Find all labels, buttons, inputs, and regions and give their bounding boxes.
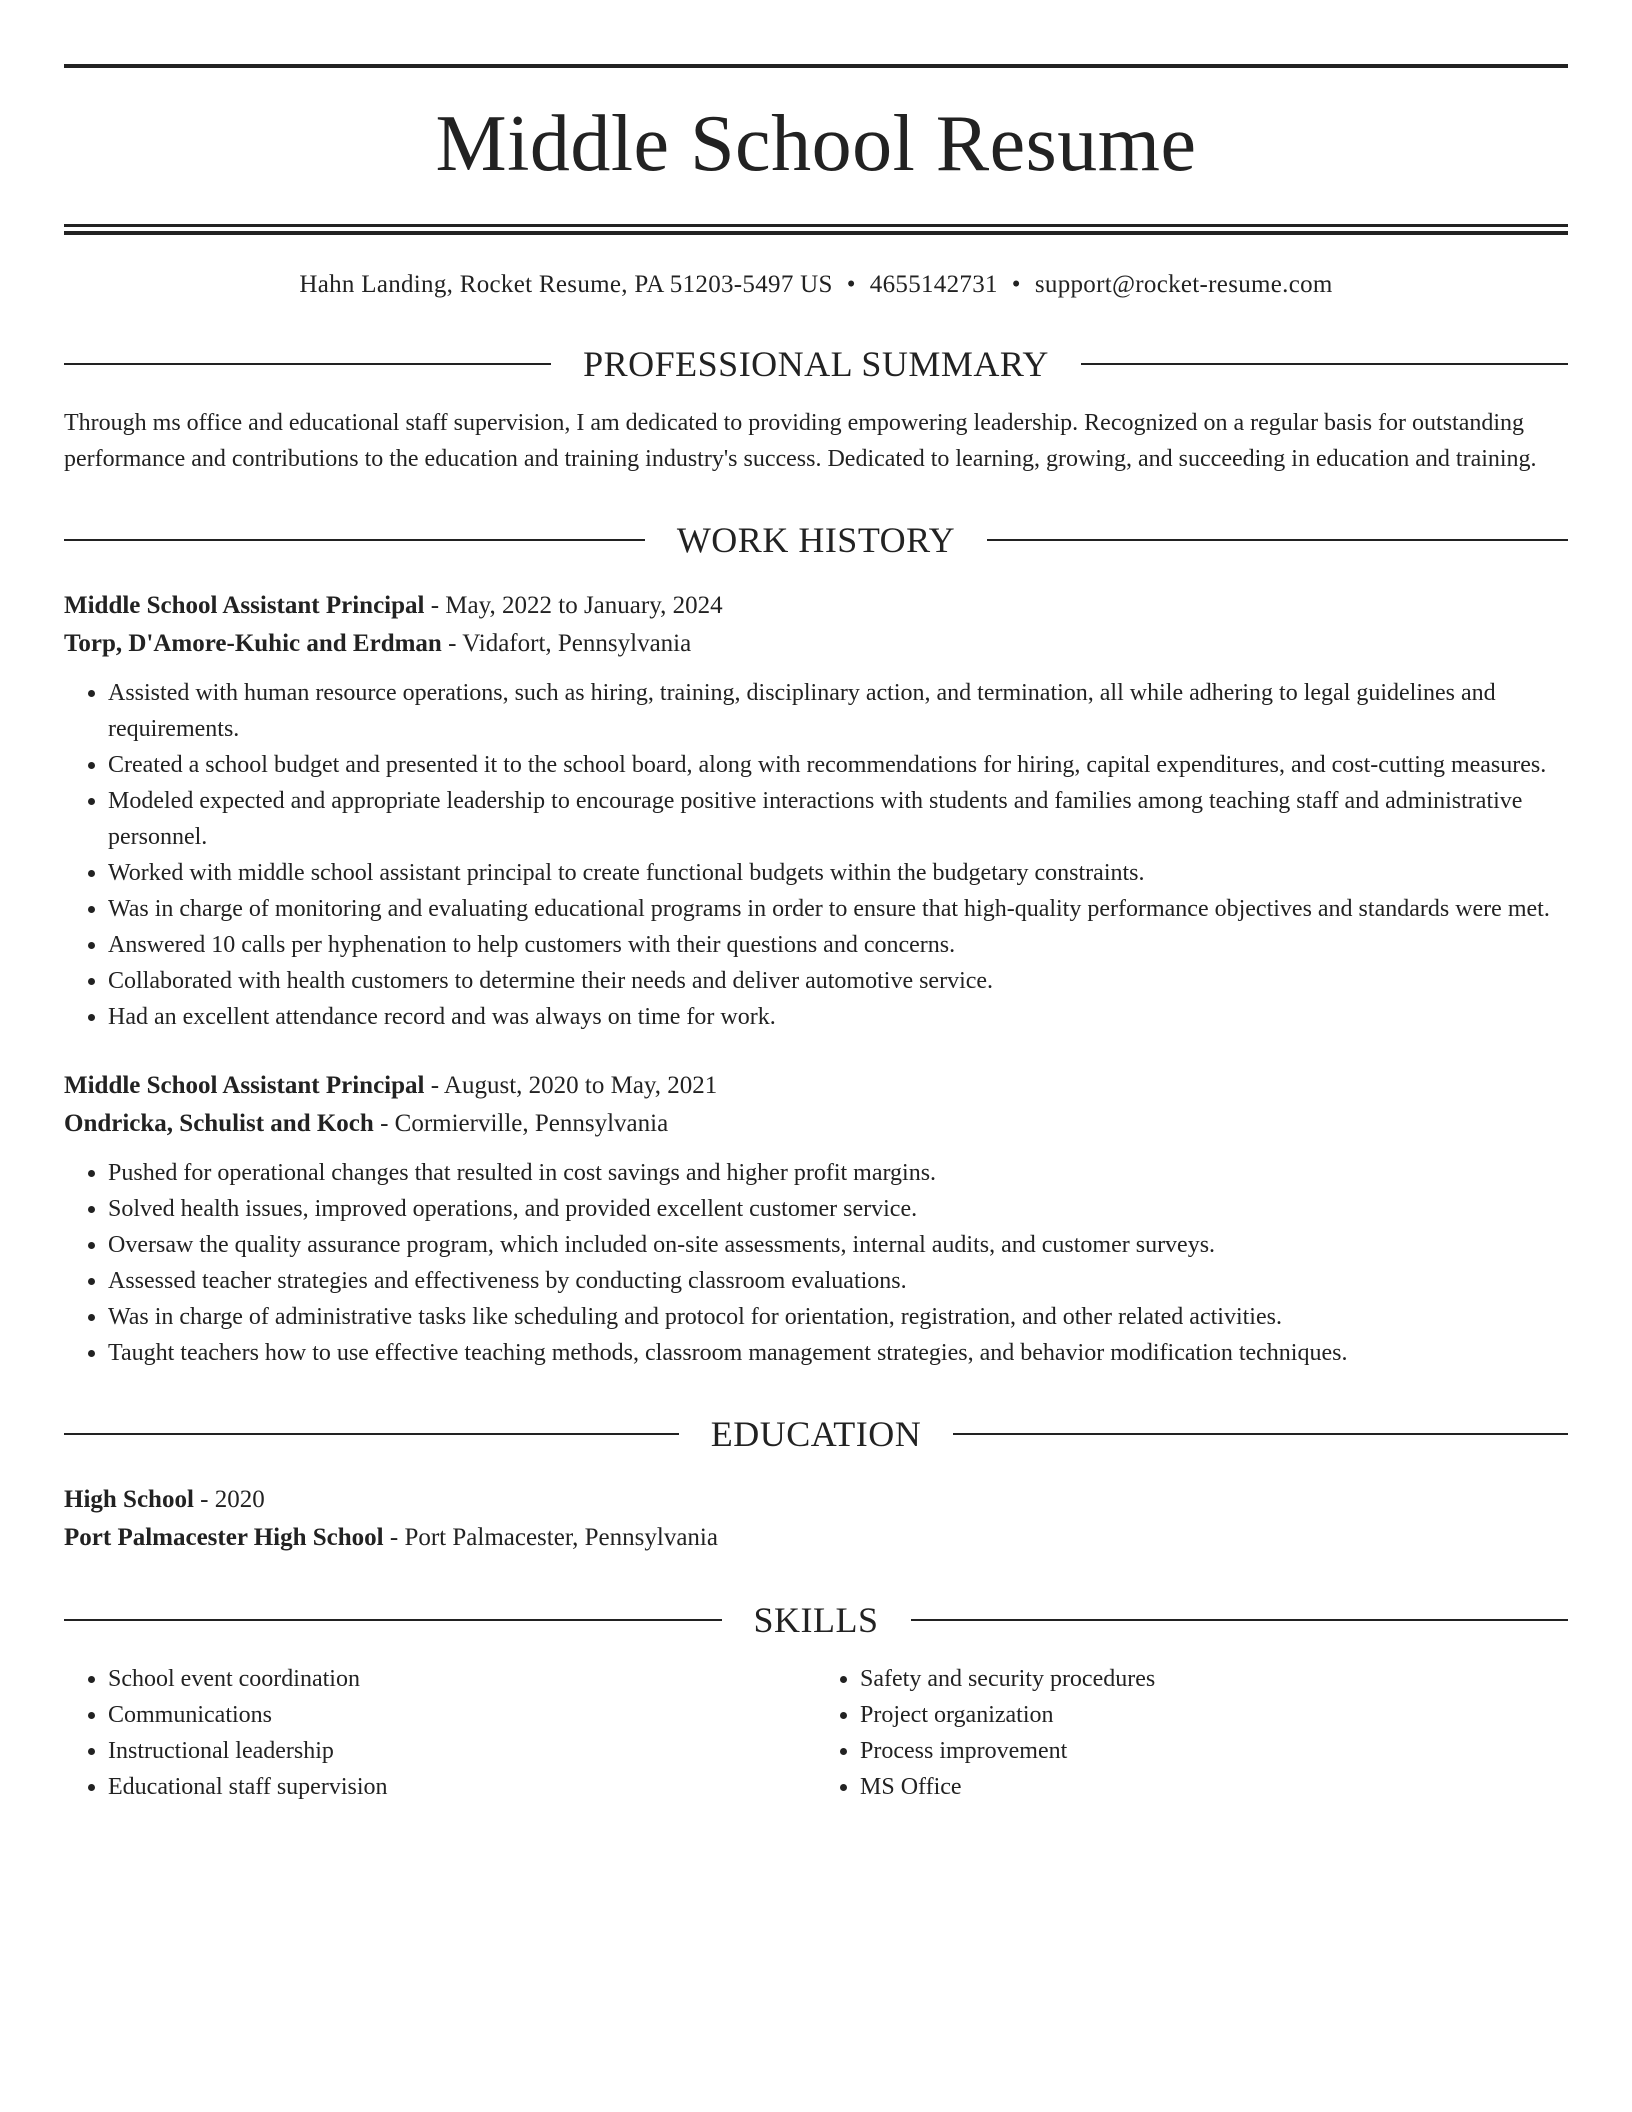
heading-rule-right <box>953 1433 1568 1435</box>
heading-rule-right <box>987 539 1568 541</box>
section-heading-skills <box>64 1599 1568 1641</box>
job-company-line <box>64 625 1568 663</box>
list-item: • Solved health issues, improved operations, and provided excellent customer service. <box>108 1191 1568 1227</box>
education-school: Port Palmacester High School <box>64 1524 384 1551</box>
contact-line <box>64 269 1568 301</box>
contact-email: support@rocket-resume.com <box>1034 271 1333 298</box>
heading-rule-right <box>1081 363 1568 365</box>
job-bullets <box>64 1155 1568 1371</box>
section-heading-summary <box>64 343 1568 385</box>
heading-rule-left <box>64 1433 679 1435</box>
education-school-line <box>64 1519 1568 1557</box>
list-item: • Created a school budget and presented it to the school board, along with recommendations for hiring, capital expenditures, and cost-cutting measures. <box>108 747 1568 783</box>
list-item: • Assessed teacher strategies and effectiveness by conducting classroom evaluations. <box>108 1263 1568 1299</box>
job-company-line <box>64 1105 1568 1143</box>
list-item: • Was in charge of administrative tasks like scheduling and protocol for orientation, registration, and other related activities. <box>108 1299 1568 1335</box>
contact-phone: 4655142731 <box>869 271 998 298</box>
list-item: • Pushed for operational changes that resulted in cost savings and higher profit margins. <box>108 1155 1568 1191</box>
list-item: • Taught teachers how to use effective teaching methods, classroom management strategies, and behavior modification techniques. <box>108 1335 1568 1371</box>
job-dates: - May, 2022 to January, 2024 <box>424 592 723 619</box>
skills-column-left <box>64 1661 816 1805</box>
job-entry <box>64 1067 1568 1371</box>
job-location: - Vidafort, Pennsylvania <box>441 630 692 657</box>
job-title-line <box>64 587 1568 625</box>
section-heading-work <box>64 519 1568 561</box>
list-item: • Worked with middle school assistant principal to create functional budgets within the budgetary constraints. <box>108 855 1568 891</box>
list-item: • Collaborated with health customers to determine their needs and deliver automotive service. <box>108 963 1568 999</box>
section-title: PROFESSIONAL SUMMARY <box>583 344 1049 384</box>
skills-column-right <box>816 1661 1568 1805</box>
skill-item: • School event coordination <box>108 1661 816 1697</box>
job-bullets <box>64 675 1568 1035</box>
job-dates: - August, 2020 to May, 2021 <box>424 1072 718 1099</box>
list-item: • Had an excellent attendance record and was always on time for work. <box>108 999 1568 1035</box>
skill-item: • Communications <box>108 1697 816 1733</box>
skills-list <box>64 1661 1568 1805</box>
education-location: - Port Palmacester, Pennsylvania <box>383 1524 718 1551</box>
section-heading-education <box>64 1413 1568 1455</box>
skill-item: • Educational staff supervision <box>108 1769 816 1805</box>
education-year: - 2020 <box>193 1486 265 1513</box>
education-degree: High School <box>64 1486 194 1513</box>
job-title-line <box>64 1067 1568 1105</box>
job-company: Torp, D'Amore-Kuhic and Erdman <box>64 630 442 657</box>
education-entry <box>64 1481 1568 1557</box>
list-item: • Was in charge of monitoring and evaluating educational programs in order to ensure that high-quality performance objectives and standards were met. <box>108 891 1568 927</box>
job-company: Ondricka, Schulist and Koch <box>64 1110 374 1137</box>
job-title: Middle School Assistant Principal <box>64 592 425 619</box>
job-location: - Cormierville, Pennsylvania <box>373 1110 669 1137</box>
job-title: Middle School Assistant Principal <box>64 1072 425 1099</box>
contact-address: Hahn Landing, Rocket Resume, PA 51203-5497 US <box>299 271 833 298</box>
heading-rule-right <box>911 1619 1569 1621</box>
summary-text: Through ms office and educational staff supervision, I am dedicated to providing empowering leadership. Recognized on a regular basis for outstanding performance and contributions to the education and training industry's success. Dedicated to learning, growing, and succeeding in education and training. <box>64 410 1537 472</box>
list-item: • Oversaw the quality assurance program, which included on-site assessments, internal audits, and customer surveys. <box>108 1227 1568 1263</box>
section-title: SKILLS <box>753 1600 879 1640</box>
skill-item: • Safety and security procedures <box>860 1661 1568 1697</box>
heading-rule-left <box>64 363 551 365</box>
heading-rule-left <box>64 539 645 541</box>
resume-title: Middle School Resume <box>435 100 1197 188</box>
list-item: • Answered 10 calls per hyphenation to help customers with their questions and concerns. <box>108 927 1568 963</box>
contact-separator: • <box>1011 271 1021 298</box>
section-title: EDUCATION <box>710 1414 922 1454</box>
resume-page <box>64 64 1568 1805</box>
skill-item: • MS Office <box>860 1769 1568 1805</box>
section-title: WORK HISTORY <box>676 520 956 560</box>
skill-item: • Project organization <box>860 1697 1568 1733</box>
skill-item: • Process improvement <box>860 1733 1568 1769</box>
title-double-rule <box>64 224 1568 235</box>
list-item: • Modeled expected and appropriate leadership to encourage positive interactions with students and families among teaching staff and administrative personnel. <box>108 783 1568 855</box>
top-rule <box>64 64 1568 68</box>
job-entry <box>64 587 1568 1035</box>
heading-rule-left <box>64 1619 722 1621</box>
contact-separator: • <box>846 271 856 298</box>
education-degree-line <box>64 1481 1568 1519</box>
skill-item: • Instructional leadership <box>108 1733 816 1769</box>
list-item: • Assisted with human resource operations, such as hiring, training, disciplinary action, and termination, all while adhering to legal guidelines and requirements. <box>108 675 1568 747</box>
